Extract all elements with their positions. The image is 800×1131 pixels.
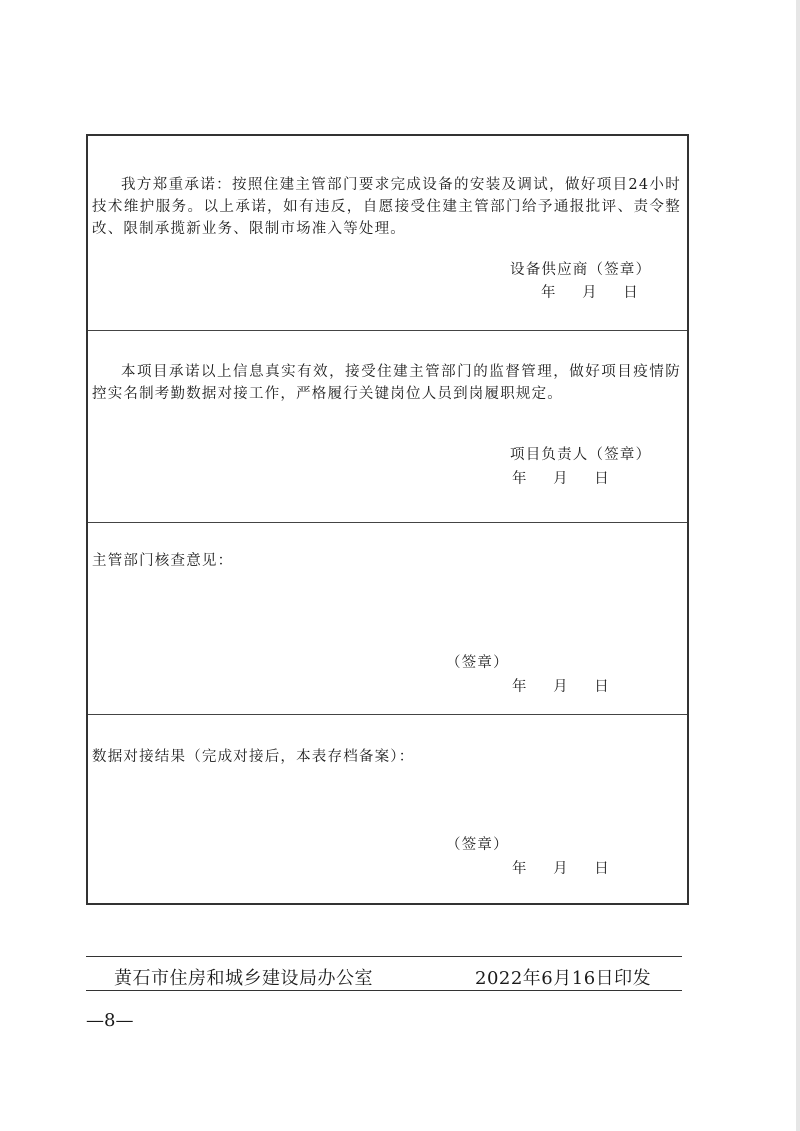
page-edge-shadow <box>796 0 800 1131</box>
supplier-signature-label: 设备供应商（签章） <box>510 262 652 278</box>
supplier-commitment-section <box>88 136 687 330</box>
project-signature-label: 项目负责人（签章） <box>510 447 652 463</box>
project-commitment-text: 本项目承诺以上信息真实有效，接受住建主管部门的监督管理，做好项目疫情防控实名制考勤数据对接工作，严格履行关键岗位人员到岗履职规定。 <box>92 364 681 402</box>
date-day: 日 <box>594 861 609 877</box>
project-date-line <box>512 467 609 488</box>
footer-issue-date: 2022年6月16日印发 <box>475 968 652 989</box>
project-commitment-section <box>88 330 687 522</box>
authority-review-heading: 主管部门核查意见： <box>92 553 234 569</box>
data-result-section <box>88 714 687 903</box>
date-month: 月 <box>553 679 568 695</box>
form-table <box>86 134 689 905</box>
footer-issuing-office: 黄石市住房和城乡建设局办公室 <box>114 968 373 989</box>
date-day: 日 <box>594 471 609 487</box>
date-day: 日 <box>623 285 638 301</box>
data-result-signature-label: （签章） <box>446 837 509 853</box>
date-day: 日 <box>594 679 609 695</box>
date-year: 年 <box>512 861 527 877</box>
date-month: 月 <box>582 285 597 301</box>
date-month: 月 <box>553 471 568 487</box>
page-number: —8— <box>86 1010 134 1031</box>
authority-signature-label: （签章） <box>446 655 509 671</box>
supplier-date-line <box>541 281 638 302</box>
date-month: 月 <box>553 861 568 877</box>
data-result-heading: 数据对接结果（完成对接后，本表存档备案）： <box>92 749 415 765</box>
supplier-commitment-text: 我方郑重承诺：按照住建主管部门要求完成设备的安装及调试，做好项目24小时技术维护服务。以上承诺，如有违反，自愿接受住建主管部门给予通报批评、责令整改、限制承揽新业务、限制市场准入等处理。 <box>92 177 681 237</box>
date-year: 年 <box>541 285 556 301</box>
date-year: 年 <box>512 679 527 695</box>
authority-review-section <box>88 522 687 714</box>
footer-bottom-rule <box>86 990 682 991</box>
authority-date-line <box>512 675 609 696</box>
data-result-date-line <box>512 857 609 878</box>
date-year: 年 <box>512 471 527 487</box>
footer-top-rule <box>86 956 682 957</box>
